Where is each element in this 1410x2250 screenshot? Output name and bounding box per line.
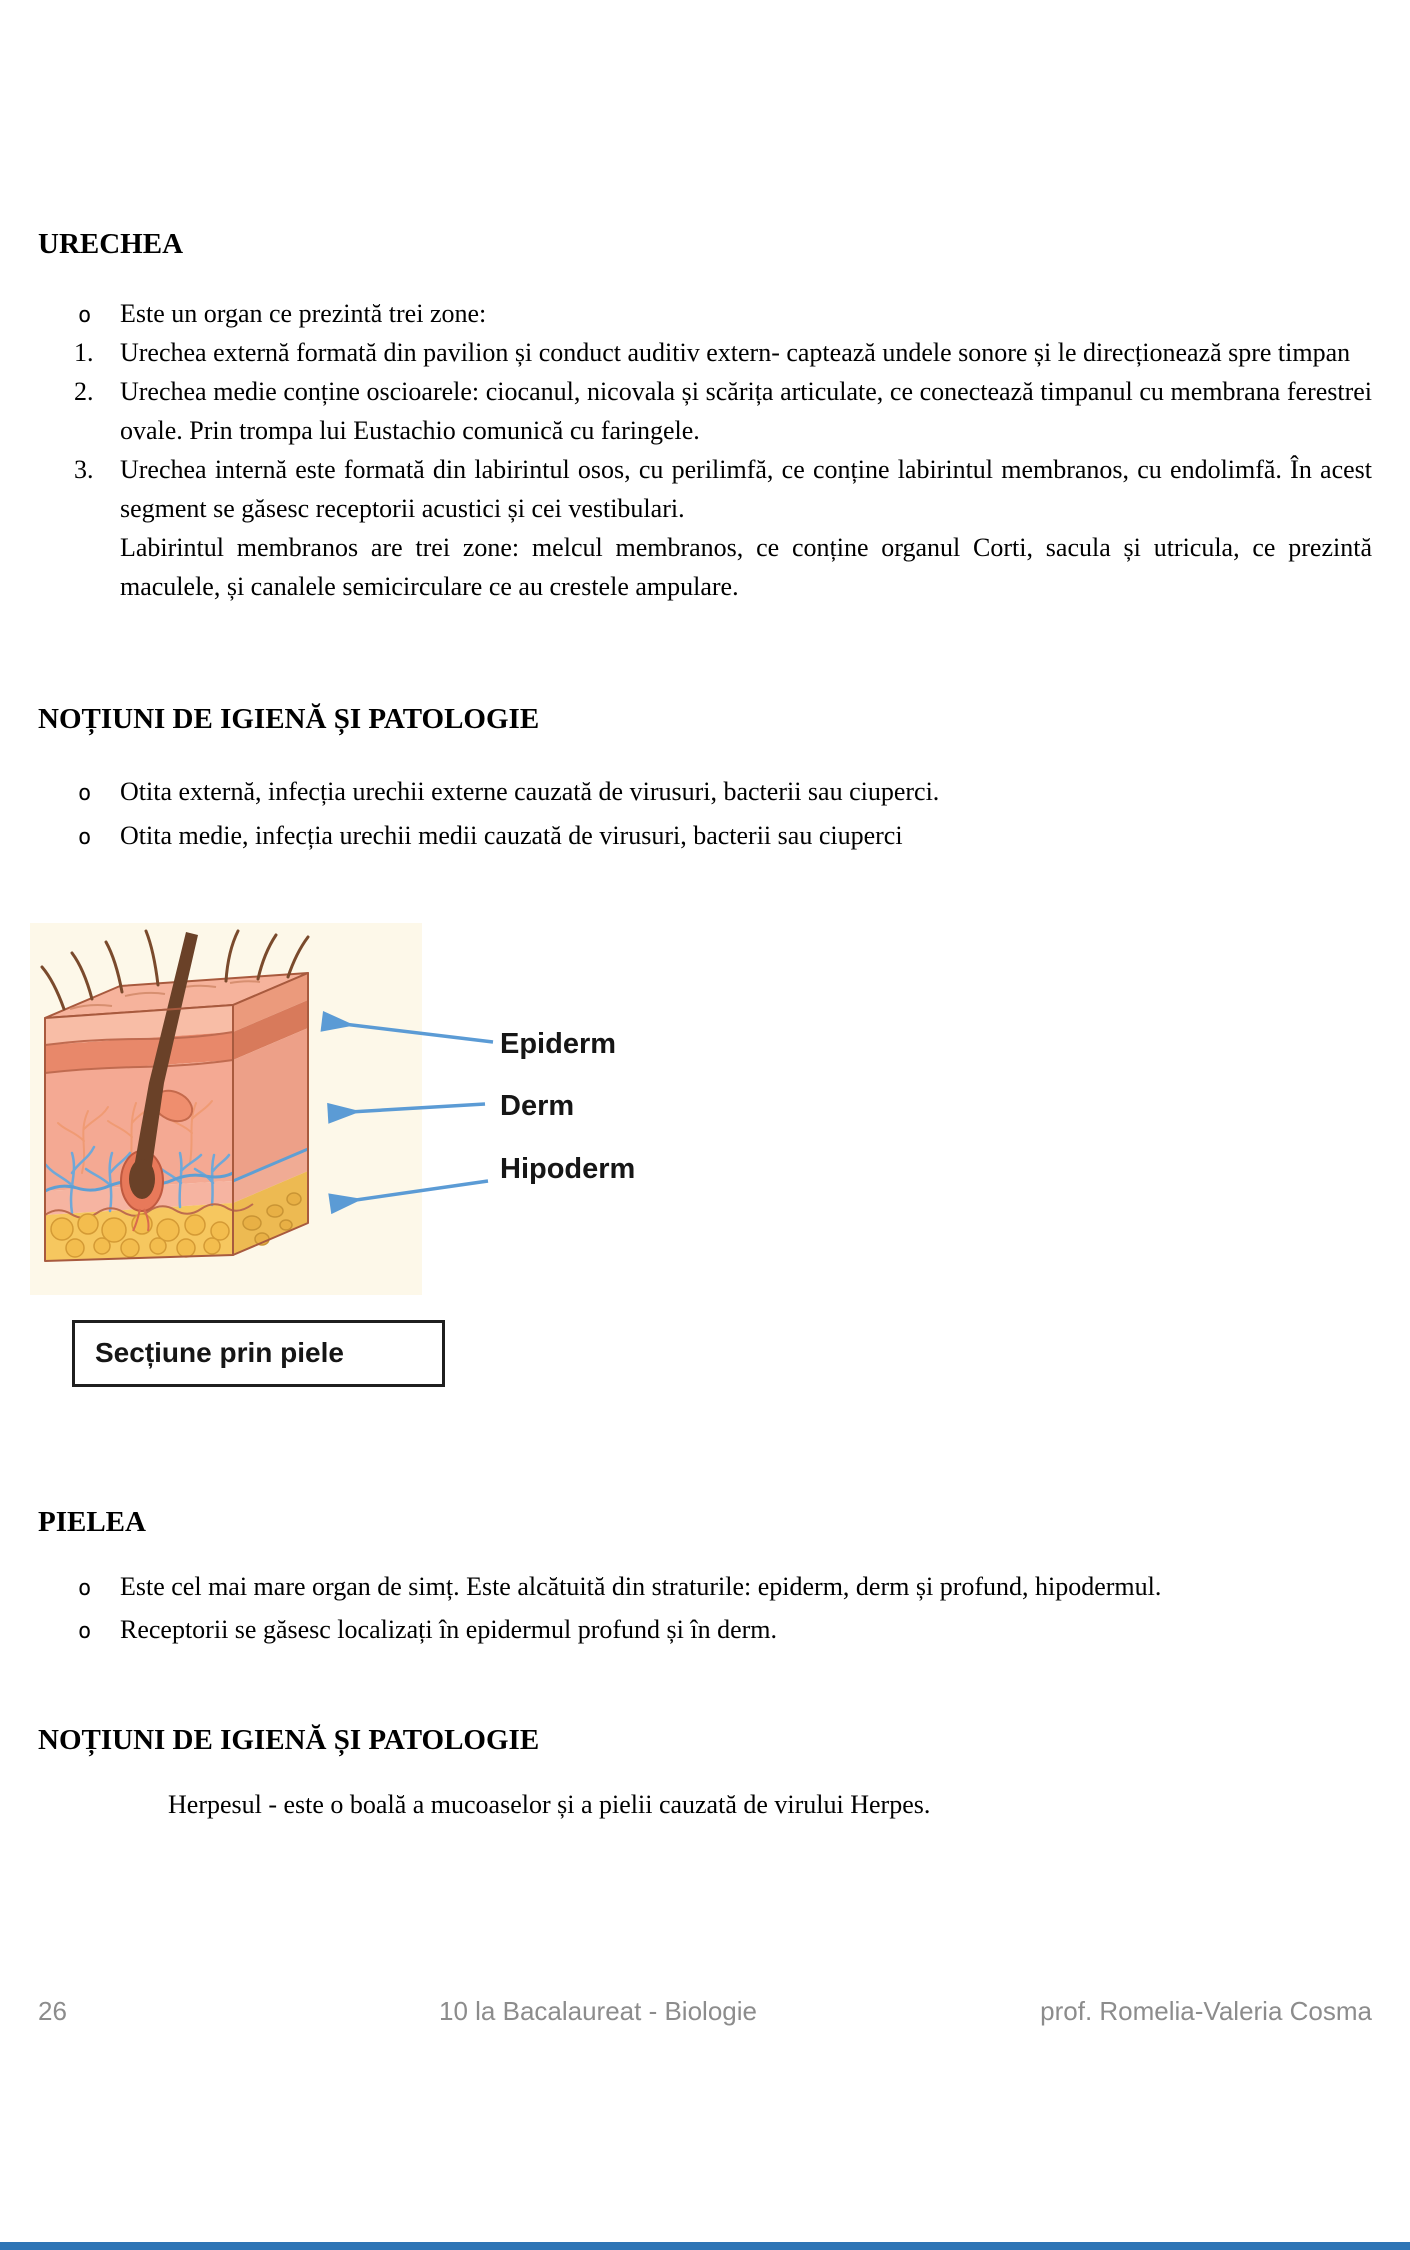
list-item [74, 333, 1372, 372]
figure-caption-box [72, 1320, 445, 1387]
list-item [78, 772, 1380, 811]
list-item [74, 372, 1372, 450]
footer-author: prof. Romelia-Valeria Cosma [1040, 1996, 1372, 2026]
section-title-igiena-2: NOȚIUNI DE IGIENĂ ȘI PATOLOGIE [38, 1724, 540, 1756]
section-title-igiena-1: NOȚIUNI DE IGIENĂ ȘI PATOLOGIE [38, 703, 540, 735]
list-item-text: Urechea externă formată din pavilion și conduct auditiv extern- captează undele sonore și le direcționează spre timpan [120, 338, 1351, 367]
section-title-urechea: URECHEA [38, 228, 184, 260]
derm-arrow-icon [333, 1104, 485, 1113]
list-number: 1. [74, 338, 94, 367]
bullet-text: Este cel mai mare organ de simț. Este alcătuită din straturile: epiderm, derm și profund, hipodermul. [120, 1572, 1162, 1601]
list-item-text: Urechea medie conține oscioarele: ciocanul, nicovala și scărița articulate, ce conectează timpanul cu membrana ferestrei ovale. Prin trompa lui Eustachio comunică cu faringele. [120, 377, 1372, 445]
bullet-text: Otita medie, infecția urechii medii cauzată de virusuri, bacterii sau ciuperci [120, 821, 903, 850]
list-item [74, 450, 1372, 528]
list-item [78, 816, 1380, 855]
section-title-pielea: PIELEA [38, 1506, 146, 1538]
bullet-circle-icon: o [78, 781, 92, 806]
bullet-circle-icon: o [78, 303, 92, 328]
figure-label-epiderm: Epiderm [500, 1028, 617, 1060]
herpes-paragraph: Herpesul - este o boală a mucoaselor și a pielii cauzată de virului Herpes. [168, 1790, 931, 1819]
figure-caption-text: Secțiune prin piele [95, 1337, 344, 1368]
bullet-text: Receptorii se găsesc localizați în epidermul profund și în derm. [120, 1615, 778, 1644]
list-number: 2. [74, 377, 94, 406]
figure-label-hipoderm: Hipoderm [500, 1153, 636, 1185]
bullet-circle-icon: o [78, 825, 92, 850]
bullet-text: Otita externă, infecția urechii externe cauzată de virusuri, bacterii sau ciuperci. [120, 777, 940, 806]
numbered-list [74, 333, 1372, 606]
list-item [78, 1567, 1380, 1606]
list-item-text: Urechea internă este formată din labirintul osos, cu perilimfă, ce conține labirintul membranos, cu endolimfă. În acest segment se găsesc receptorii acustici și cei vestibulari. [120, 455, 1372, 523]
intro-bullet-text: Este un organ ce prezintă trei zone: [120, 299, 487, 328]
figure-arrows [300, 1000, 515, 1215]
page-number: 26 [38, 1996, 67, 2026]
epiderm-arrow-icon [327, 1022, 493, 1042]
hipoderm-arrow-icon [335, 1181, 488, 1203]
list-number: 3. [74, 455, 94, 484]
bullet-circle-icon: o [78, 1619, 92, 1644]
bullet-circle-icon: o [78, 1576, 92, 1601]
continuation-paragraph: Labirintul membranos are trei zone: melcul membranos, ce conține organul Corti, sacula și utricula, ce prezintă maculele, și canalele semicirculare ce au crestele ampulare. [120, 533, 1372, 601]
bottom-blue-bar [0, 2242, 1410, 2250]
footer-book-title: 10 la Bacalaureat - Biologie [439, 1996, 757, 2026]
figure-label-derm: Derm [500, 1090, 575, 1122]
list-item [78, 294, 1380, 333]
list-item [78, 1610, 1380, 1649]
